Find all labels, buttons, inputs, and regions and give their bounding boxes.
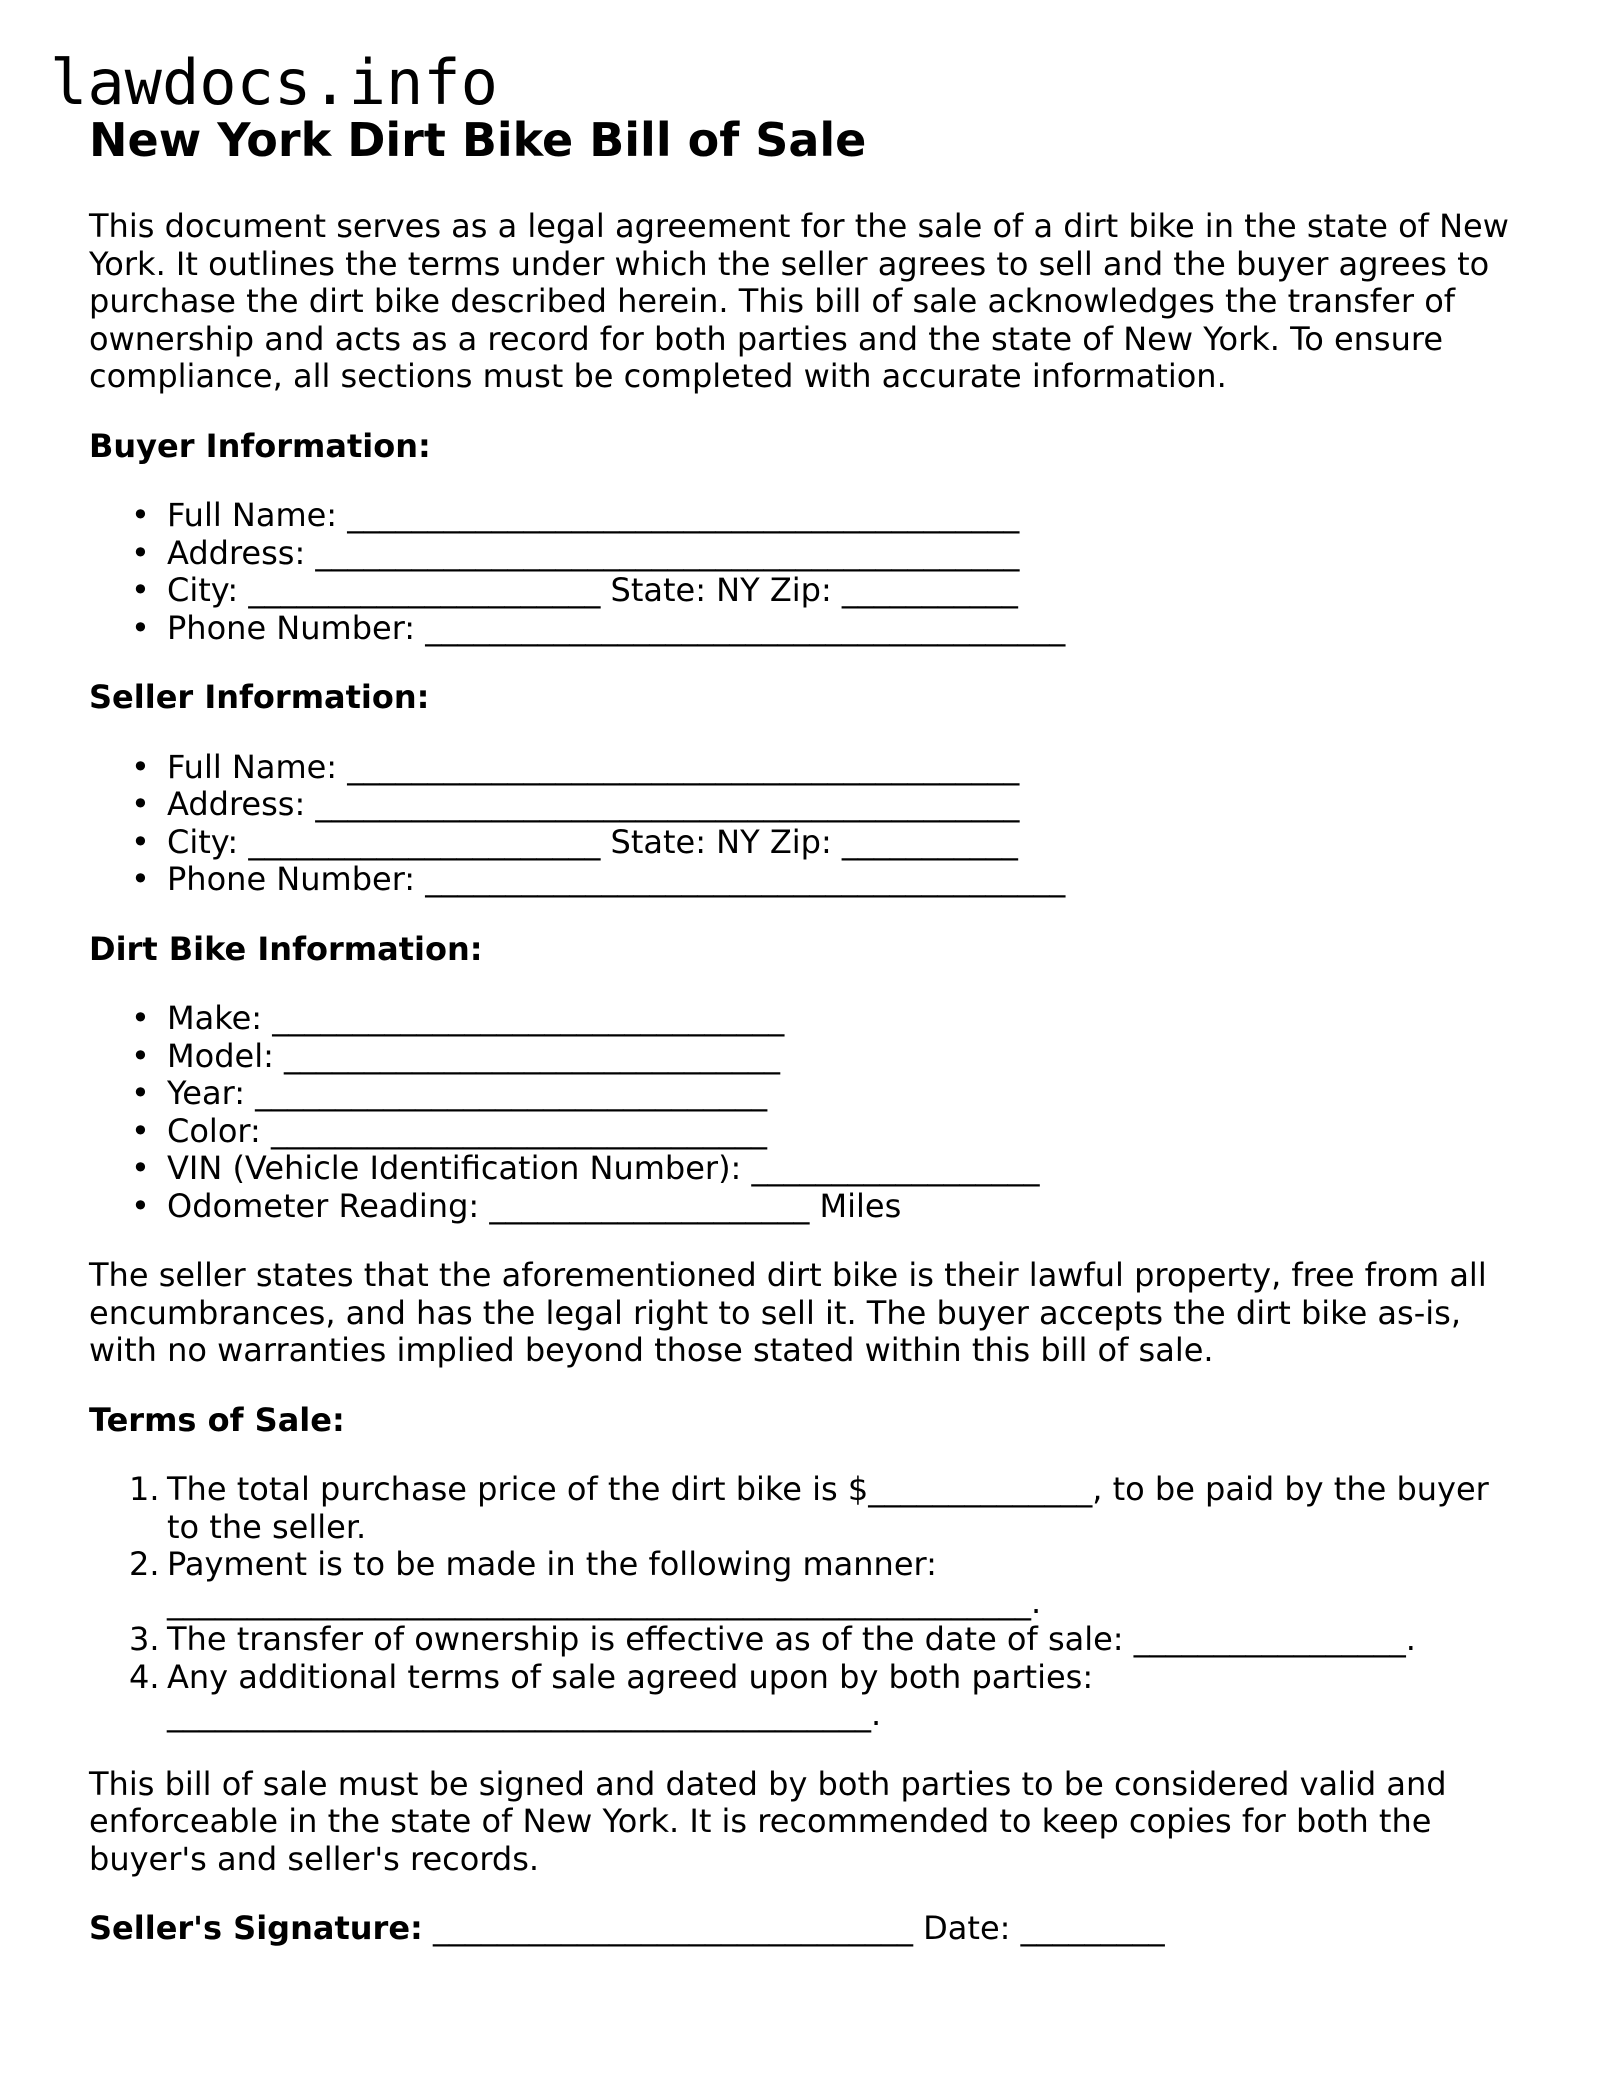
bike-vin-field: • VIN (Vehicle Identification Number): __________________ [89, 1150, 1529, 1188]
seller-fields [89, 749, 1529, 899]
terms-item [89, 1471, 1529, 1546]
bike-year-field: • Year: ________________________________ [89, 1075, 1529, 1113]
terms-item-number: 1. [129, 1470, 160, 1508]
date-label: Date: [923, 1909, 1011, 1947]
seller-address-field: • Address: ____________________________________________ [89, 786, 1529, 824]
terms-item [89, 1621, 1529, 1659]
terms-item [89, 1659, 1529, 1734]
buyer-fields [89, 497, 1529, 647]
terms-item-text: Payment is to be made in the following manner: ______________________________________________________. [167, 1545, 1042, 1621]
terms-item [89, 1546, 1529, 1621]
seller-city-state-zip-field: • City: ______________________ State: NY Zip: ___________ [89, 824, 1529, 862]
terms-item-text: The transfer of ownership is effective as of the date of sale: _________________. [167, 1620, 1416, 1658]
bike-color-field: • Color: _______________________________ [89, 1113, 1529, 1151]
signature-blank: ______________________________ [432, 1909, 913, 1947]
bike-odometer-field: • Odometer Reading: ____________________ Miles [89, 1188, 1529, 1226]
bike-heading: Dirt Bike Information: [89, 929, 483, 968]
closing-paragraph: This bill of sale must be signed and dated by both parties to be considered valid and enforceable in the state of New York. It is recommended to keep copies for both the buyer's and seller's records. [89, 1764, 1447, 1878]
seller-statement-paragraph: The seller states that the aforementioned dirt bike is their lawful property, free from all encumbrances, and has the legal right to sell it. The buyer accepts the dirt bike as-is, with no warranties implied beyond those stated within this bill of sale. [89, 1256, 1487, 1369]
bike-make-field: • Make: ________________________________ [89, 1000, 1529, 1038]
intro-paragraph: This document serves as a legal agreement for the sale of a dirt bike in the state of New York. It outlines the terms under which the seller agrees to sell and the buyer agrees to purchase the dirt bike described herein. This bill of sale acknowledges the transfer of ownership and acts as a record for both parties and the state of New York. To ensure compliance, all sections must be completed with accurate information. [89, 207, 1509, 395]
terms-heading: Terms of Sale: [89, 1400, 345, 1439]
buyer-phone-field: • Phone Number: ________________________________________ [89, 610, 1529, 648]
seller-full-name-field: • Full Name: __________________________________________ [89, 749, 1529, 787]
terms-list [89, 1471, 1529, 1734]
terms-item-number: 3. [129, 1620, 160, 1658]
terms-item-number: 2. [129, 1545, 160, 1583]
seller-phone-field: • Phone Number: ________________________________________ [89, 861, 1529, 899]
buyer-full-name-field: • Full Name: __________________________________________ [89, 497, 1529, 535]
seller-heading: Seller Information: [89, 678, 430, 716]
buyer-city-state-zip-field: • City: ______________________ State: NY Zip: ___________ [89, 572, 1529, 610]
bike-fields [89, 1000, 1529, 1225]
buyer-address-field: • Address: ____________________________________________ [89, 535, 1529, 573]
bike-model-field: • Model: _______________________________ [89, 1038, 1529, 1076]
terms-item-text: The total purchase price of the dirt bike is $______________, to be paid by the buyer to the seller. [167, 1470, 1489, 1546]
document-body [89, 110, 1529, 1948]
buyer-heading: Buyer Information: [89, 426, 431, 465]
terms-item-number: 4. [129, 1657, 160, 1696]
watermark-logo: lawdocs.info [50, 46, 498, 119]
date-blank: _________ [1020, 1909, 1165, 1947]
signature-label: Seller's Signature: [89, 1909, 423, 1947]
terms-item-text: Any additional terms of sale agreed upon by both parties: ____________________________________________. [167, 1657, 1094, 1733]
signature-line [89, 1910, 1529, 1948]
page-title: New York Dirt Bike Bill of Sale [89, 113, 867, 167]
